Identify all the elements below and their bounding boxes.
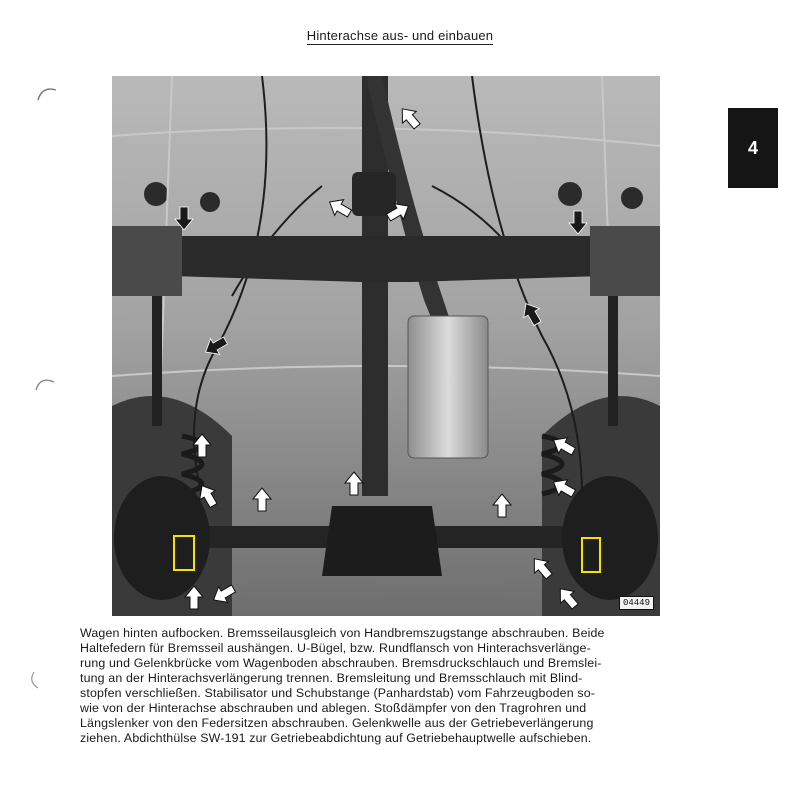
instruction-text [80, 626, 720, 746]
rear-axle-illustration [112, 76, 660, 616]
text-line: Längslenker von den Federsitzen abschrauben. Gelenkwelle aus der Getriebeverlängerung [80, 716, 594, 730]
left-shock [152, 296, 162, 426]
photo-number: 04449 [619, 596, 654, 610]
right-shock [608, 296, 618, 426]
page-title: Hinterachse aus- und einbauen [306, 28, 494, 43]
text-line: stopfen verschließen. Stabilisator und Schubstange (Panhardstab) vom Fahrzeugboden so- [80, 686, 596, 700]
right-mount [590, 226, 660, 296]
differential [322, 506, 442, 576]
rear-axle-photo [112, 76, 660, 616]
muffler [408, 316, 488, 458]
cross-member [172, 236, 602, 282]
left-mount [112, 226, 182, 296]
central-joint [352, 172, 396, 216]
text-line: Wagen hinten aufbocken. Bremsseilausgleich von Handbremszugstange abschrauben. Beide [80, 626, 605, 640]
text-line: Haltefedern für Bremsseil aushängen. U-Bügel, bzw. Rundflansch von Hinterachsverlänge- [80, 641, 591, 655]
left-brake-drum [114, 476, 210, 600]
text-line: tung an der Hinterachsverlängerung trennen. Bremsleitung und Bremsschlauch mit Blind- [80, 671, 583, 685]
binding-hole-mark-middle [32, 372, 62, 398]
text-line: wie von der Hinterachse abschrauben und ablegen. Stoßdämpfer von den Tragrohren und [80, 701, 587, 715]
right-brake-drum [562, 476, 658, 600]
text-line: rung und Gelenkbrücke vom Wagenboden abschrauben. Bremsdruckschlauch und Bremslei- [80, 656, 602, 670]
binding-hole-mark-top [34, 82, 64, 108]
text-line: ziehen. Abdichthülse SW-191 zur Getriebeabdichtung auf Getriebehauptwelle aufschieben. [80, 731, 592, 745]
binding-hole-mark-bottom [28, 668, 58, 694]
chapter-tab: 4 [728, 108, 778, 188]
